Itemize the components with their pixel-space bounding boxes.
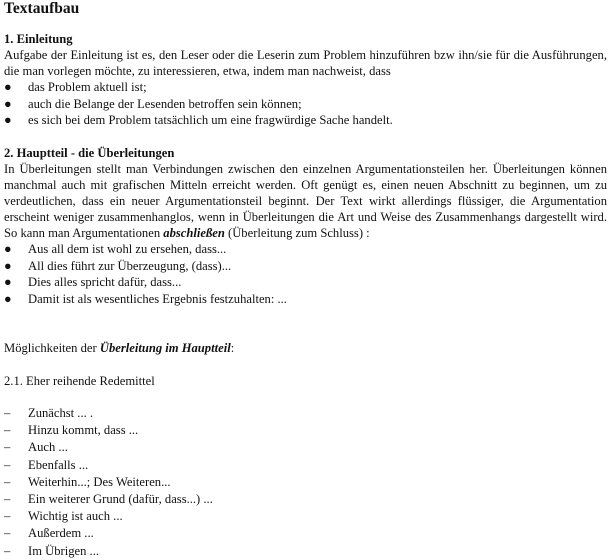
section-2-1-heading: 2.1. Eher reihende Redemittel xyxy=(4,374,155,388)
section-1-heading: 1. Einleitung xyxy=(4,32,73,46)
dash-icon: – xyxy=(4,457,11,472)
list-item: – Ein weiterer Grund (dafür, dass...) ... xyxy=(4,491,607,508)
possibilities-line: Möglichkeiten der Überleitung im Hauptteil: xyxy=(4,341,235,355)
list-item: ● All dies führt zur Überzeugung, (dass)... xyxy=(4,258,232,273)
section-2-1-dash-list xyxy=(4,405,607,560)
list-item: ● Dies alles spricht dafür, dass... xyxy=(4,275,182,289)
section-introduction xyxy=(4,31,607,129)
bullet-icon: ● xyxy=(4,258,12,273)
section-2-1-list-container xyxy=(4,405,607,560)
section-1-bullet-list xyxy=(4,79,607,129)
dash-icon: – xyxy=(4,492,11,507)
list-item: – Ebenfalls ... xyxy=(4,457,607,474)
document-title: Textaufbau xyxy=(4,0,80,17)
list-item: ● Aus all dem ist wohl zu ersehen, dass... xyxy=(4,242,227,256)
bullet-icon: ● xyxy=(4,113,12,127)
section-2-heading: 2. Hauptteil - die Überleitungen xyxy=(4,146,175,160)
bullet-icon: ● xyxy=(4,242,12,256)
dash-icon: – xyxy=(4,474,11,489)
list-item: – Hinzu kommt, dass ... xyxy=(4,422,607,439)
list-item: – Zunächst ... . xyxy=(4,405,607,422)
list-item: – Im Übrigen ... xyxy=(4,543,607,560)
list-item: – Außerdem ... xyxy=(4,525,607,542)
emphasis-text: Überleitung im Hauptteil xyxy=(99,341,231,355)
bullet-icon: ● xyxy=(4,80,12,94)
bullet-icon: ● xyxy=(4,96,12,111)
dash-icon: – xyxy=(4,423,11,438)
list-item: ● auch die Belange der Lesenden betroffen sein können; xyxy=(4,96,302,111)
section-2-bullet-list xyxy=(4,241,607,307)
section-2-1 xyxy=(4,373,607,389)
list-item: – Auch ... xyxy=(4,439,607,456)
dash-icon: – xyxy=(4,440,11,455)
dash-icon: – xyxy=(4,509,11,524)
list-item: ● es sich bei dem Problem tatsächlich um eine fragwürdige Sache handelt. xyxy=(4,113,393,127)
dash-icon: – xyxy=(4,543,11,558)
section-1-paragraph: Aufgabe der Einleitung ist es, den Leser oder die Leserin zum Problem hinzuführen bzw ihn/sie für die Ausführungen, die man vorlegen möchte, zu interessieren, etwa, indem man nachweist, dass xyxy=(4,48,607,78)
list-item: – Weiterhin...; Des Weiteren... xyxy=(4,474,607,491)
dash-icon: – xyxy=(4,526,11,541)
section-main-part xyxy=(4,145,607,307)
bullet-icon: ● xyxy=(4,291,12,306)
list-item: – Wichtig ist auch ... xyxy=(4,508,607,525)
dash-icon: – xyxy=(4,406,11,420)
bullet-icon: ● xyxy=(4,275,12,289)
section-2-paragraph: In Überleitungen stellt man Verbindungen zwischen den einzelnen Argumentationsteilen her. Überleitungen können manchmal auch mit grafischen Mitteln erreicht werden. Oft genügt es, einen neuen Abschnitt zu beginnen, um zu verdeutlichen, dass ein neuer Argumentationsteil beginnt. Der Text wirkt allerdings flüssiger, die Argumentation erscheint weniger zusammenhanglos, wenn in Überleitungen die Art und Weise des Zusammenhangs dargestellt wird. So kann man Argumentationen abschließen (Überleitung zum Schluss) : xyxy=(4,162,607,240)
list-item: ● Damit ist als wesentliches Ergebnis festzuhalten: ... xyxy=(4,291,287,306)
emphasis-text: abschließen xyxy=(163,226,225,240)
list-item: ● das Problem aktuell ist; xyxy=(4,80,147,94)
